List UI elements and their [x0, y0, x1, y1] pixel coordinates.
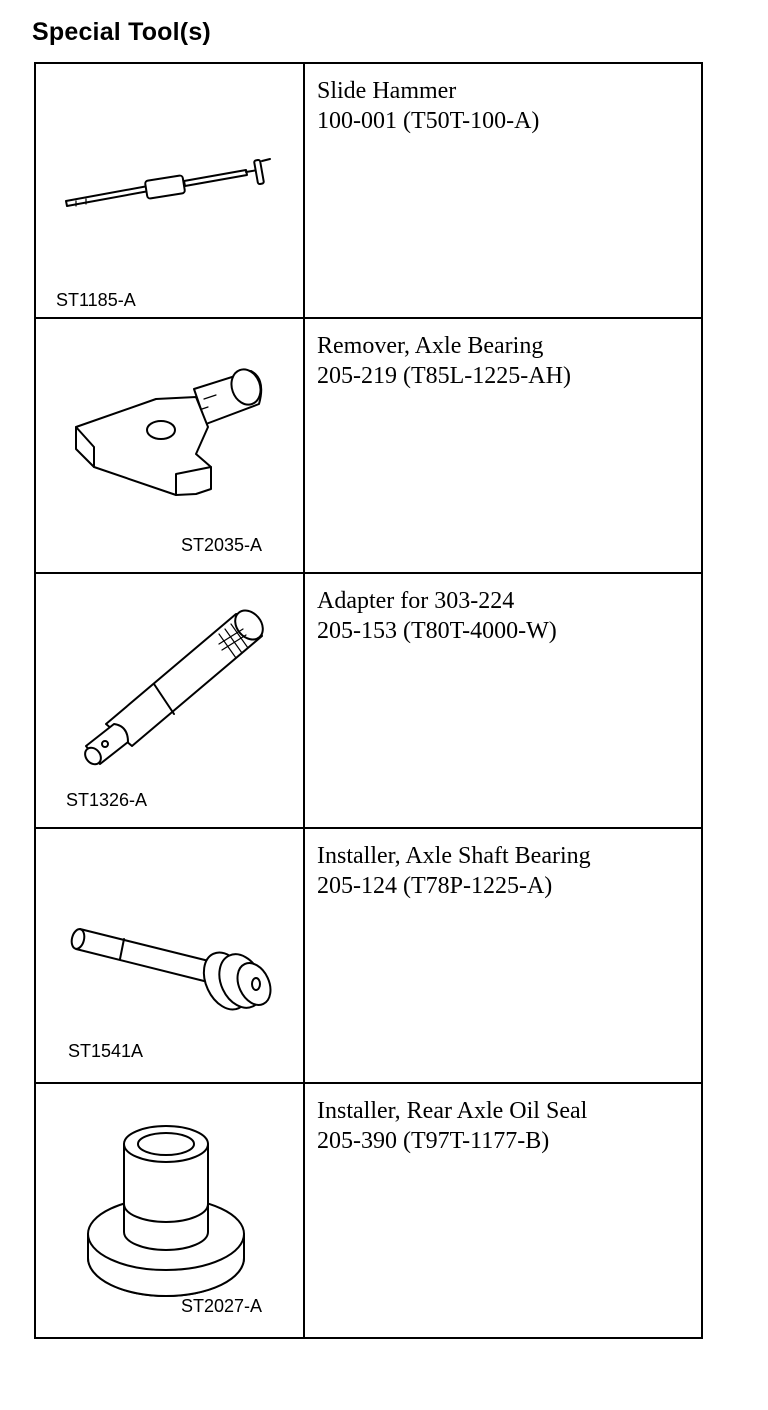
tool-part-number: 205-124 (T78P-1225-A) [317, 873, 553, 899]
tool-description-cell [304, 1083, 702, 1338]
tool-description-cell [304, 318, 702, 573]
tool-illustration-cell [35, 63, 304, 318]
tool-description-cell [304, 63, 702, 318]
tool-name: Installer, Axle Shaft Bearing [317, 843, 591, 869]
tool-description-cell [304, 828, 702, 1083]
tool-name: Slide Hammer [317, 78, 457, 104]
oil-seal-installer-icon [36, 1084, 303, 1337]
tool-illustration-cell [35, 1083, 304, 1338]
special-tools-table [34, 62, 703, 1339]
tool-part-number: 205-390 (T97T-1177-B) [317, 1128, 550, 1154]
tool-illustration-cell [35, 828, 304, 1083]
tool-illustration-cell [35, 318, 304, 573]
tool-illustration-cell [35, 573, 304, 828]
tool-name: Adapter for 303-224 [317, 588, 515, 614]
tool-description-cell [304, 573, 702, 828]
tool-part-number: 205-219 (T85L-1225-AH) [317, 363, 571, 389]
illustration-code: ST2035-A [181, 535, 263, 555]
table-row [35, 63, 702, 318]
table-row [35, 828, 702, 1083]
illustration-code: ST1326-A [66, 790, 148, 810]
page-title: Special Tool(s) [32, 18, 211, 46]
illustration-code: ST2027-A [181, 1296, 263, 1316]
slide-hammer-icon [36, 64, 303, 317]
illustration-code: ST1541A [68, 1041, 144, 1061]
table-row [35, 318, 702, 573]
illustration-code: ST1185-A [56, 290, 136, 310]
tool-part-number: 100-001 (T50T-100-A) [317, 108, 540, 134]
axle-bearing-remover-icon [36, 319, 303, 572]
table-row [35, 573, 702, 828]
tool-part-number: 205-153 (T80T-4000-W) [317, 618, 557, 644]
tool-name: Remover, Axle Bearing [317, 333, 544, 359]
tool-name: Installer, Rear Axle Oil Seal [317, 1098, 588, 1124]
table-row [35, 1083, 702, 1338]
